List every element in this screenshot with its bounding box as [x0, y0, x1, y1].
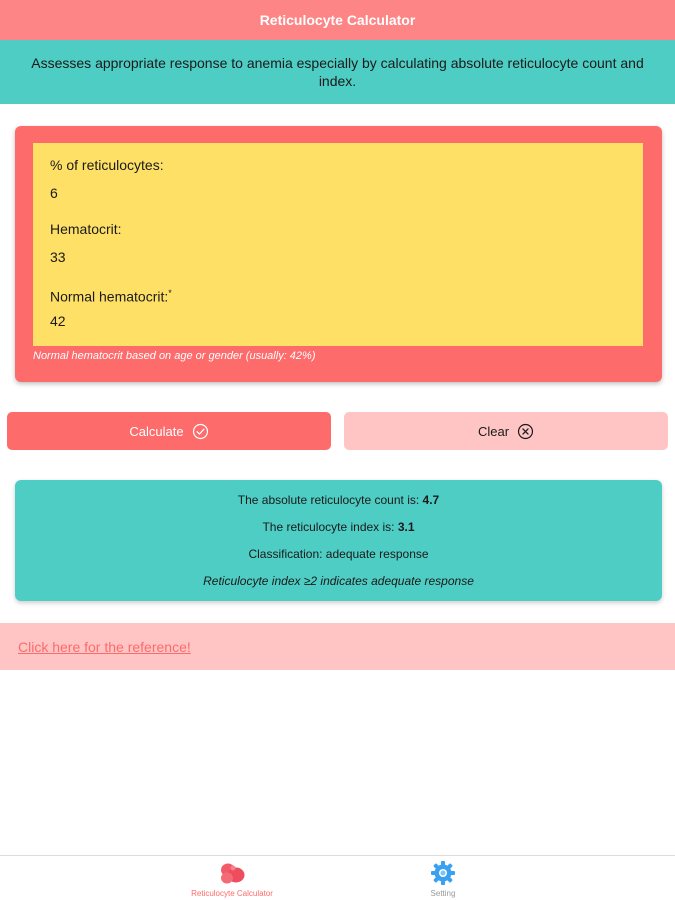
app-title: Reticulocyte Calculator	[259, 12, 416, 28]
hematocrit-input[interactable]: 33	[50, 249, 66, 265]
calculator-blob-icon	[218, 860, 246, 886]
bottom-tab-bar	[0, 855, 675, 900]
input-form-card	[15, 126, 662, 382]
absolute-count-value: 4.7	[422, 492, 440, 507]
app-header	[0, 0, 675, 40]
clear-button[interactable]	[344, 412, 668, 450]
tab-label: Reticulocyte Calculator	[191, 889, 273, 898]
index-interpretation-note: Reticulocyte index ≥2 indicates adequate response	[203, 573, 474, 588]
classification-result: Classification: adequate response	[248, 546, 429, 561]
calculate-button[interactable]	[7, 412, 331, 450]
normal-hematocrit-input[interactable]: 42	[50, 313, 66, 329]
tab-reticulocyte-calculator[interactable]	[152, 860, 312, 898]
normal-hematocrit-label: Normal hematocrit:*	[50, 288, 172, 305]
tab-label: Setting	[430, 889, 456, 898]
calculate-label: Calculate	[129, 423, 184, 439]
reticulocytes-input[interactable]: 6	[50, 185, 58, 201]
gear-icon	[429, 860, 457, 886]
result-card	[15, 480, 662, 601]
hematocrit-label: Hematocrit:	[50, 221, 122, 237]
required-marker: *	[168, 288, 172, 298]
description-banner	[0, 40, 675, 104]
normal-hematocrit-note: Normal hematocrit based on age or gender (usually: 42%)	[33, 350, 316, 362]
reticulocytes-label: % of reticulocytes:	[50, 157, 164, 173]
absolute-count-result: The absolute reticulocyte count is: 4.7	[237, 492, 440, 507]
check-circle-icon	[192, 423, 209, 440]
tab-setting[interactable]	[363, 860, 523, 898]
clear-label: Clear	[477, 423, 510, 439]
reference-link[interactable]: Click here for the reference!	[18, 638, 191, 655]
input-fields-area	[33, 143, 643, 346]
reticulocyte-index-result: The reticulocyte index is: 3.1	[262, 519, 415, 534]
reticulocyte-index-value: 3.1	[397, 519, 415, 534]
close-circle-icon	[517, 423, 534, 440]
description-text: Assesses appropriate response to anemia especially by calculating absolute reticulocyte count and index.	[31, 55, 644, 89]
reference-bar	[0, 623, 675, 670]
